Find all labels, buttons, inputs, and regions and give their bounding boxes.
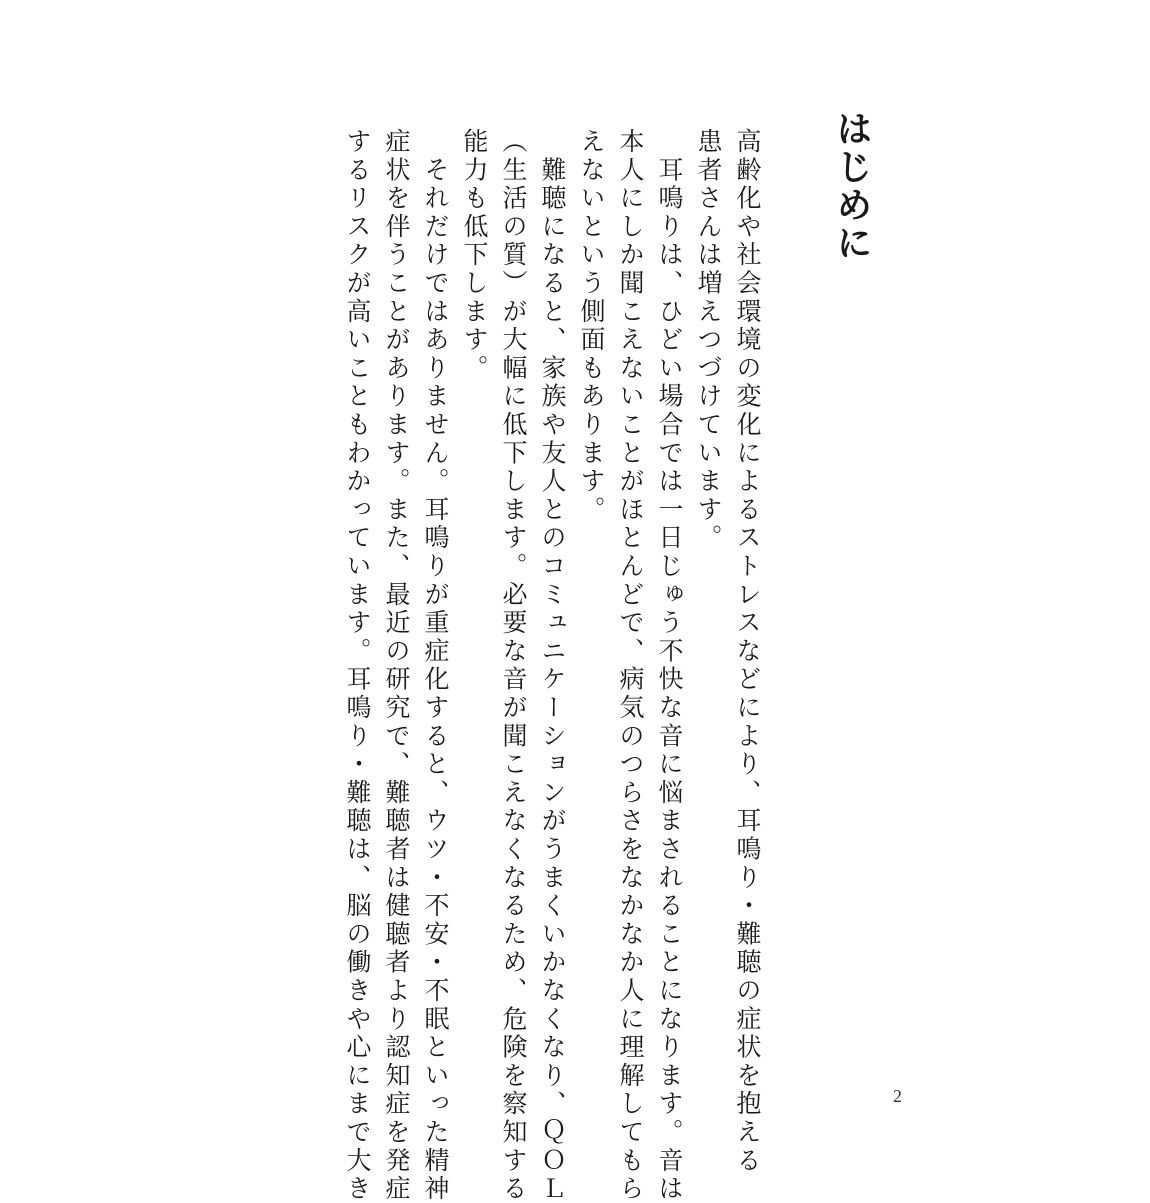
- text-line: 患者さんは増えつづけています。: [694, 128, 723, 553]
- text-line: 本人にしか聞こえないことがほとんどで、病気のつらさをなかなか人に理解してもら: [616, 128, 645, 1203]
- text-line: 難聴になると、家族や友人とのコミュニケーションがうまくいかなくなり、ＱＯＬ: [538, 128, 567, 1203]
- text-line: するリスクが高いこともわかっています。耳鳴り・難聴は、脳の働きや心にまで大き: [343, 128, 372, 1203]
- text-line: 症状を伴うことがあります。また、最近の研究で、難聴者は健聴者より認知症を発症: [382, 128, 411, 1203]
- page-number: 2: [893, 1086, 902, 1106]
- text-line: （生活の質）が大幅に低下します。必要な音が聞こえなくなるため、危険を察知する: [499, 128, 528, 1203]
- page-title: はじめに: [831, 110, 873, 262]
- text-line: えないという側面もあります。: [577, 128, 606, 525]
- text-line: それだけではありません。耳鳴りが重症化すると、ウツ・不安・不眠といった精神: [421, 128, 450, 1203]
- text-line: 高齢化や社会環境の変化によるストレスなどにより、耳鳴り・難聴の症状を抱える: [733, 128, 762, 1176]
- text-line: 能力も低下します。: [460, 128, 489, 383]
- text-line: 耳鳴りは、ひどい場合では一日じゅう不快な音に悩まされることになります。音は: [655, 128, 684, 1203]
